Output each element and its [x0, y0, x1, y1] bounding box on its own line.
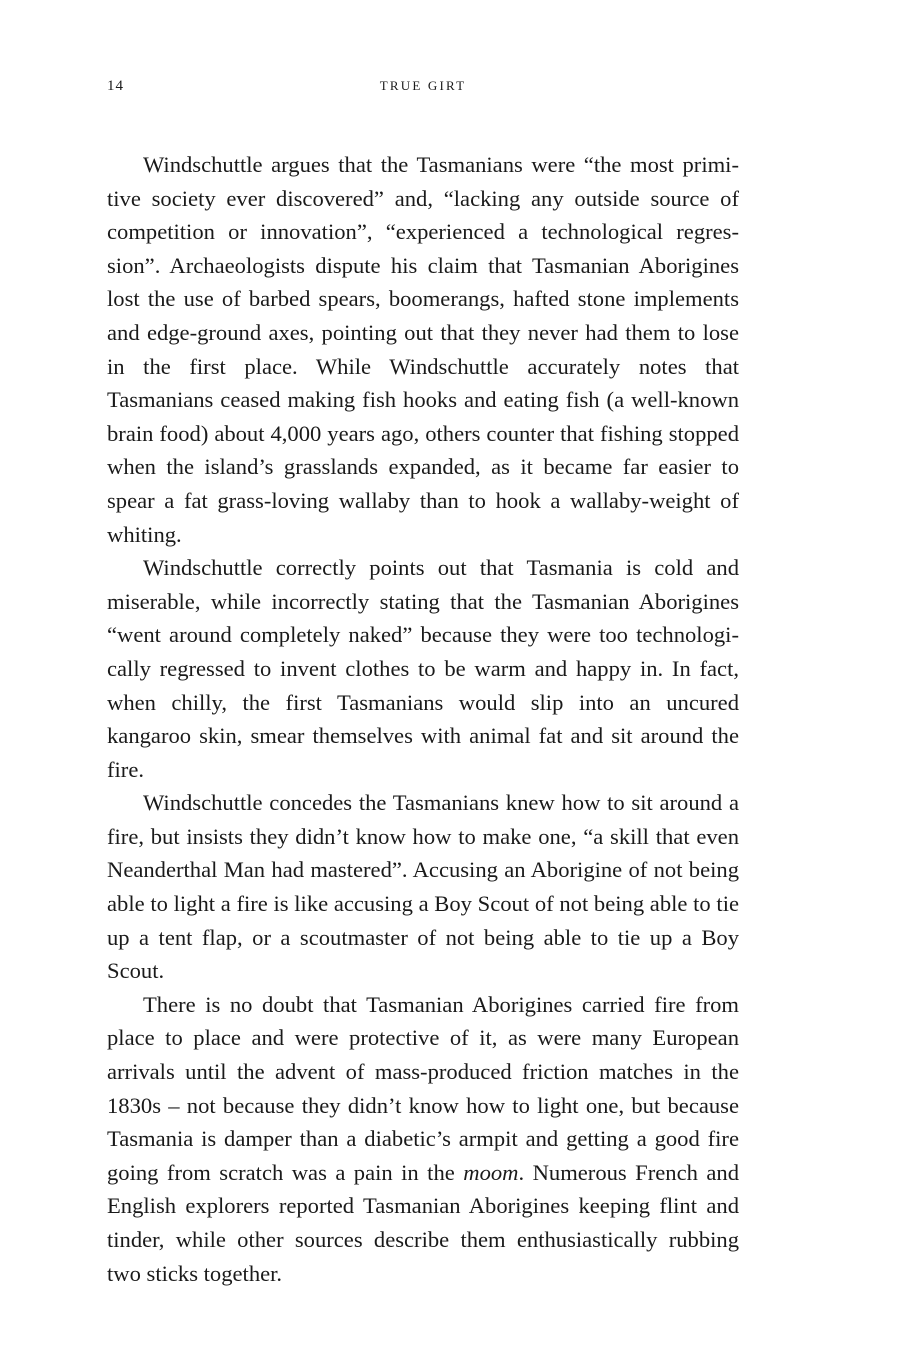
- paragraph-3: Windschuttle concedes the Tasmanians knew how to sit around a fire, but insists they didn’t know how to make one, “a skill that even Neanderthal Man had mastered”. Accusing an Aborigine of not being able to light a fire is like accusing a Boy Scout of not being able to tie up a tent flap, or a scoutmaster of not being able to tie up a Boy Scout.: [107, 790, 739, 984]
- book-title: TRUE GIRT: [379, 78, 467, 93]
- paragraph-4-before-italic: There is no doubt that Tasmanian Aborigines carried fire from place to place and were protective of it, as were many European arrivals until the advent of mass-produced friction matches in the 1830s – not because they didn’t know how to light one, but because Tasmania is damper than a diabetic’s armpit and getting a good fire going from scratch was a pain in the: [107, 991, 739, 1185]
- paragraph-4-after-italic: . Numerous French and English explorers reported Tasmanian Aborigines keeping flint and tinder, while other sources describe them enthusiastically rubbing two sticks together.: [107, 1159, 739, 1286]
- page-number: 14: [107, 78, 124, 94]
- paragraph-2: Windschuttle correctly points out that Tasmania is cold and miserable, while incorrectly stating that the Tasmanian Aborigines “went around completely naked” because they were too technologically regressed to invent clothes to be warm and happy in. In fact, when chilly, the first Tasmanians would slip into an uncured kangaroo skin, smear themselves with animal fat and sit around the fire.: [107, 555, 739, 782]
- running-head: [107, 78, 739, 98]
- paragraph-4: [107, 988, 739, 1290]
- body-text: [107, 148, 739, 1290]
- italic-word-moom: moom: [463, 1159, 519, 1185]
- paragraph-1: Windschuttle argues that the Tasmanians were “the most primitive society ever discovered” and, “lacking any outside source of competition or innovation”, “experienced a technological regression”. Archaeologists dispute his claim that Tasmanian Aborigines lost the use of barbed spears, boomerangs, hafted stone implements and edge-ground axes, pointing out that they never had them to lose in the first place. While Windschuttle accurately notes that Tasmanians ceased making fish hooks and eating fish (a well-known brain food) about 4,000 years ago, others counter that fishing stopped when the island’s grasslands expanded, as it became far easier to spear a fat grass-loving wallaby than to hook a wallaby-weight of whiting.: [107, 152, 739, 547]
